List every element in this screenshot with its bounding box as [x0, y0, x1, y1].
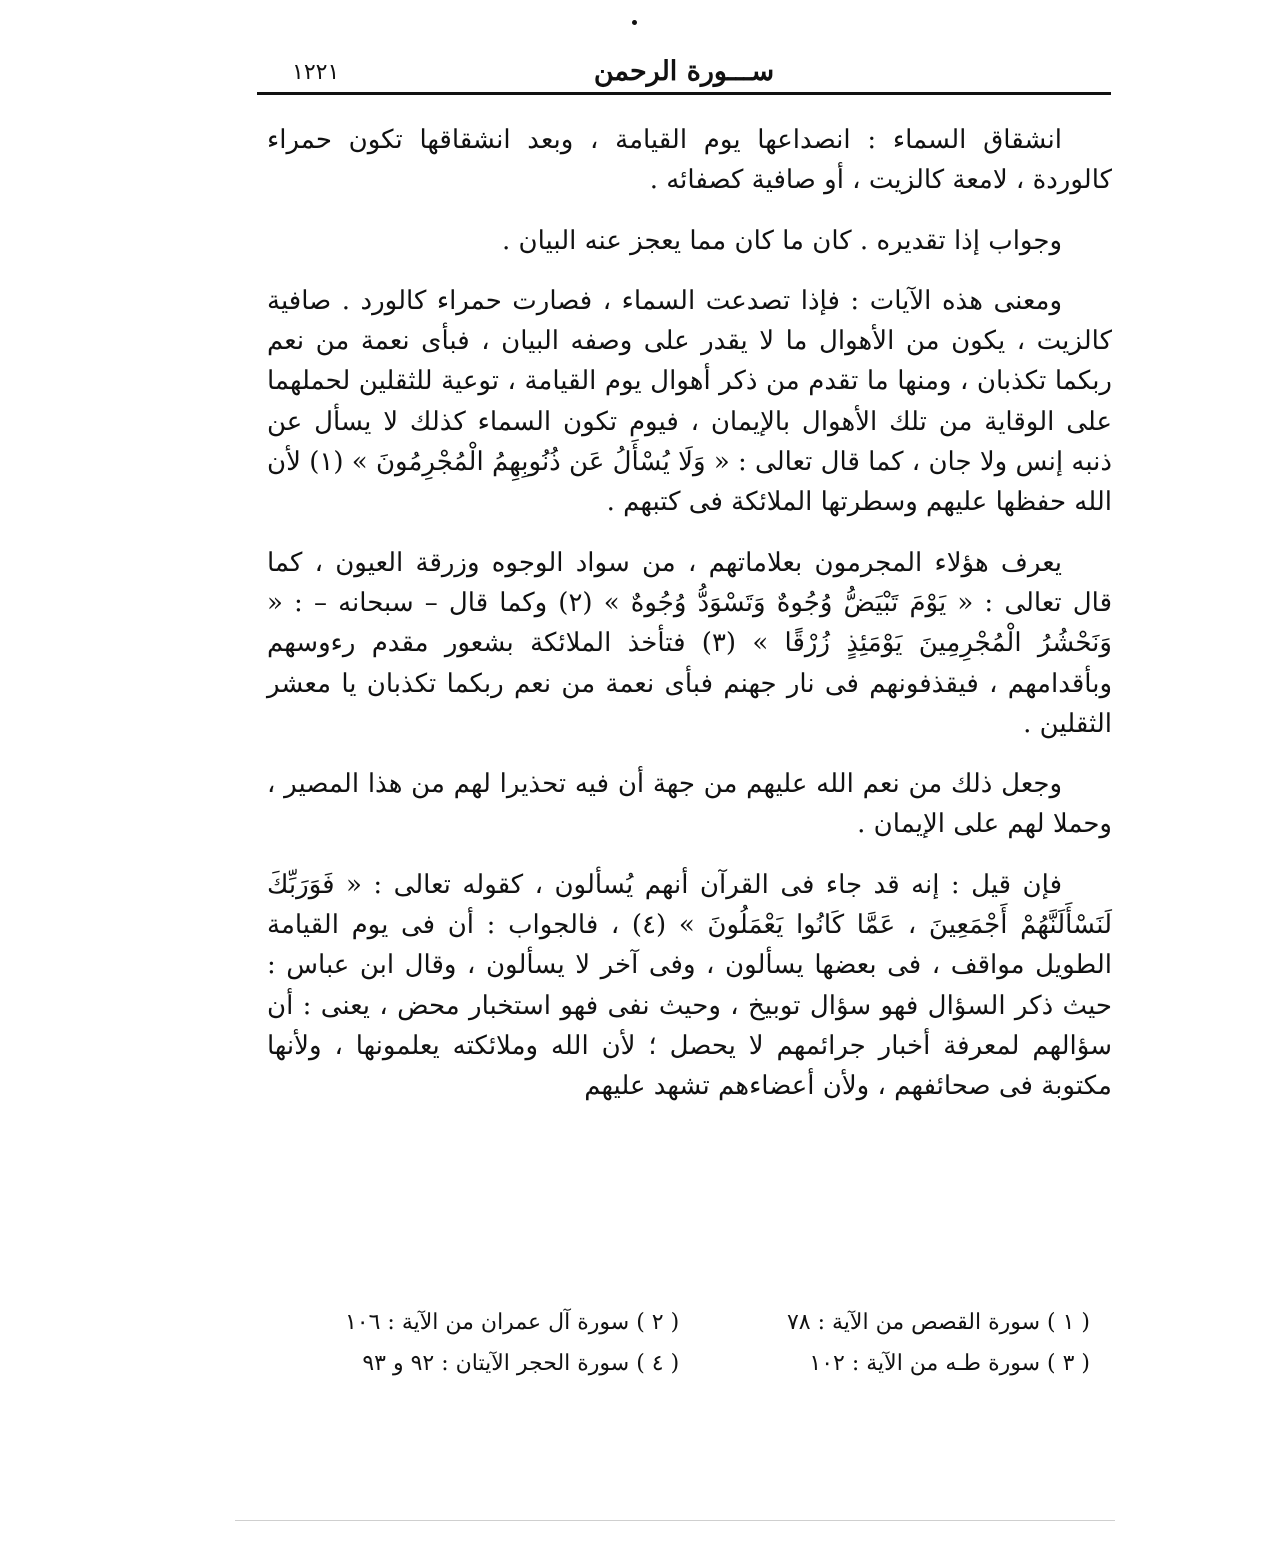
main-text	[267, 120, 1112, 1127]
paragraph: انشقاق السماء : انصداعها يوم القيامة ، وبعد انشقاقها تكون حمراء كالوردة ، لامعة كالزيت ، أو صافية كصفائه .	[267, 125, 1112, 196]
bottom-divider	[235, 1520, 1115, 1521]
page-number: ١٢٢١	[292, 60, 340, 85]
footnote-3: ( ٣ ) سورة طـه من الآية : ١٠٢	[809, 1351, 1090, 1376]
paragraph: وجعل ذلك من نعم الله عليهم من جهة أن فيه تحذيرا لهم من هذا المصير ، وحملا لهم على الإيمان .	[267, 769, 1112, 840]
decorative-dot	[632, 20, 637, 25]
footnotes	[300, 1310, 1090, 1392]
paragraph: فإن قيل : إنه قد جاء فى القرآن أنهم يُسألون ، كقوله تعالى : « فَوَرَبِّكَ لَنَسْأَلَنَّهُمْ أَجْمَعِينَ ، عَمَّا كَانُوا يَعْمَلُونَ » (٤) ، فالجواب : أن فى يوم القيامة الطويل مواقف ، فى بعضها يسألون ، وفى آخر لا يسألون ، وقال ابن عباس : حيث ذكر السؤال فهو سؤال توبيخ ، وحيث نفى فهو استخبار محض ، يعنى : أن سؤالهم لمعرفة أخبار جرائمهم لا يحصل ؛ لأن الله وملائكته يعلمونها ، ولأنها مكتوبة فى صحائفهم ، ولأن أعضاءهم تشهد عليهم	[267, 869, 1113, 1102]
footnote-1: ( ١ ) سورة القصص من الآية : ٧٨	[786, 1310, 1090, 1335]
surah-title: ســـورة الرحمن	[593, 56, 775, 87]
paragraph: يعرف هؤلاء المجرمون بعلاماتهم ، من سواد الوجوه وزرقة العيون ، كما قال تعالى : « يَوْمَ تَبْيَضُّ وُجُوهٌ وَتَسْوَدُّ وُجُوهٌ » (٢) وكما قال – سبحانه – : « وَنَحْشُرُ الْمُجْرِمِينَ يَوْمَئِذٍ زُرْقًا » (٣) فتأخذ الملائكة بشعور مقدم رءوسهم وبأقدامهم ، فيقذفونهم فى نار جهنم فبأى نعمة من نعم ربكما تكذبان يا معشر الثقلين .	[267, 547, 1112, 739]
footnote-2: ( ٢ ) سورة آل عمران من الآية : ١٠٦	[344, 1310, 680, 1335]
paragraph: ومعنى هذه الآيات : فإذا تصدعت السماء ، فصارت حمراء كالورد . صافية كالزيت ، يكون من الأهوال ما لا يقدر على وصفه البيان ، فبأى نعمة من نعم ربكما تكذبان ، ومنها ما تقدم من ذكر أهوال يوم القيامة ، توعية للثقلين لحملهما على الوقاية من تلك الأهوال بالإيمان ، فيوم تكون السماء كذلك لا يسأل عن ذنبه إنس ولا جان ، كما قال تعالى : « وَلَا يُسْأَلُ عَن ذُنُوبِهِمُ الْمُجْرِمُونَ » (١) لأن الله حفظها عليهم وسطرتها الملائكة فى كتبهم .	[267, 285, 1112, 518]
paragraph: وجواب إذا تقديره . كان ما كان مما يعجز عنه البيان .	[501, 225, 1062, 256]
footnote-row	[300, 1310, 1090, 1335]
page-header	[257, 50, 1111, 95]
footnote-row	[300, 1351, 1090, 1376]
footnote-4: ( ٤ ) سورة الحجر الآيتان : ٩٢ و ٩٣	[362, 1351, 680, 1376]
